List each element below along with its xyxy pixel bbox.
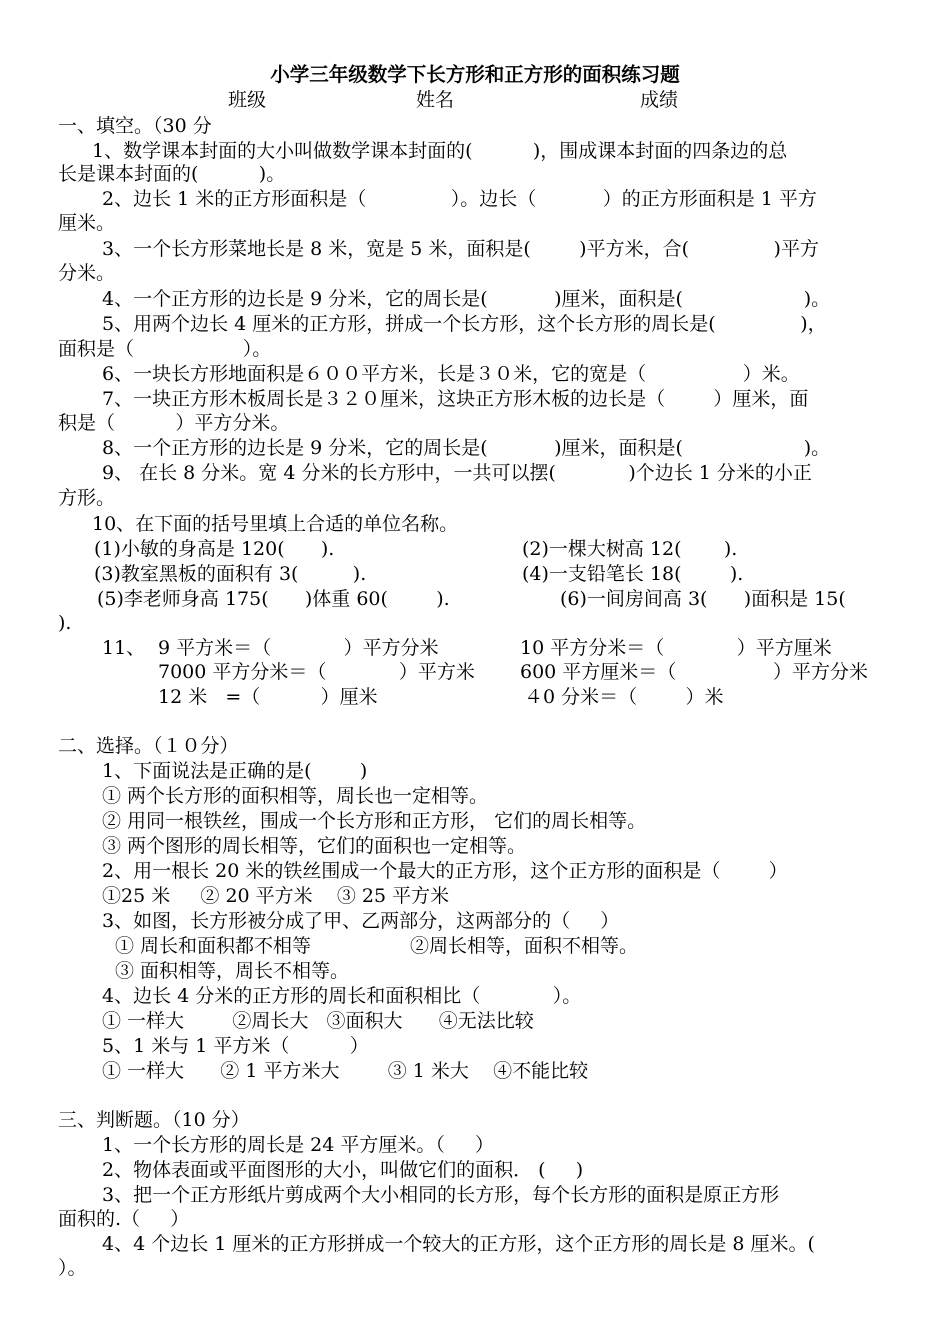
option-line: ① 一样大 ②周长大 ③面积大 ④无法比较 (102, 1010, 534, 1032)
conversion-item: 10 平方分米＝（ ）平方厘米 (520, 637, 832, 659)
question-line: 3、如图，长方形被分成了甲、乙两部分，这两部分的（ ） (102, 910, 620, 932)
question-line: 4、一个正方形的边长是 9 分米，它的周长是( )厘米，面积是( )。 (102, 288, 831, 310)
question-line: 6、一块长方形地面积是６００平方米，长是３０米，它的宽是（ ）米。 (102, 363, 800, 385)
question-line: 5、用两个边长 4 厘米的正方形，拼成一个长方形，这个长方形的周长是( )， (102, 313, 827, 335)
conversion-item: 600 平方厘米＝（ ）平方分米 (520, 661, 868, 683)
question-line: 积是（ ）平方分米。 (58, 412, 290, 434)
option-line: ② 用同一根铁丝，围成一个长方形和正方形， 它们的周长相等。 (102, 810, 647, 832)
question-line: 长是课本封面的( )。 (58, 163, 286, 185)
judgement-line: 面积的.（ ） (58, 1208, 190, 1230)
question-line: 2、用一根长 20 米的铁丝围成一个最大的正方形，这个正方形的面积是（ ） (102, 860, 788, 882)
option-line: ① 两个长方形的面积相等，周长也一定相等。 (102, 785, 489, 807)
option-line: ①25 米 ② 20 平方米 ③ 25 平方米 (102, 885, 450, 907)
unit-item: (5)李老师身高 175( )体重 60( ). (97, 588, 450, 610)
conversion-item: 7000 平方分米＝（ ）平方米 (158, 661, 475, 683)
judgement-line: 2、物体表面或平面图形的大小，叫做它们的面积． ( ) (102, 1159, 584, 1181)
option-line: ③ 两个图形的周长相等，它们的面积也一定相等。 (102, 835, 527, 857)
conversion-item: 9 平方米＝（ ）平方分米 (158, 637, 439, 659)
unit-item: (4)一支铅笔长 18( ). (522, 563, 744, 585)
question-line: 分米。 (58, 262, 116, 284)
name-field-label: 姓名 (416, 89, 455, 111)
section-3-heading: 三、判断题。（10 分） (58, 1109, 250, 1131)
question-line: 厘米。 (58, 212, 116, 234)
question-line: 10、在下面的括号里填上合适的单位名称。 (92, 513, 459, 535)
question-line: 5、1 米与 1 平方米（ ） (102, 1035, 369, 1057)
unit-item: (6)一间房间高 3( )面积是 15( (560, 588, 846, 610)
option-line: ① 周长和面积都不相等 (115, 935, 312, 957)
conversion-item: ４0 分米＝（ ）米 (524, 686, 724, 708)
section-1-heading: 一、填空。（30 分 (58, 115, 212, 137)
question-number: 11、 (102, 637, 146, 659)
question-line: 4、边长 4 分米的正方形的周长和面积相比（ ）。 (102, 985, 582, 1007)
question-line: 3、一个长方形菜地长是 8 米，宽是 5 米，面积是( )平方米，合( )平方 (102, 238, 819, 260)
question-line: 8、一个正方形的边长是 9 分米，它的周长是( )厘米，面积是( )。 (102, 437, 831, 459)
question-line: 2、边长 1 米的正方形面积是（ ）。边长（ ）的正方形面积是 1 平方 (102, 188, 817, 210)
question-line: 1、下面说法是正确的是( ) (102, 760, 368, 782)
unit-item: (3)教室黑板的面积有 3( ). (94, 563, 367, 585)
score-field-label: 成绩 (640, 89, 679, 111)
unit-item: ). (58, 612, 72, 634)
section-2-heading: 二、选择。（１０分） (58, 735, 239, 757)
question-line: 7、一块正方形木板周长是３２０厘米，这块正方形木板的边长是（ ）厘米，面 (102, 388, 809, 410)
class-field-label: 班级 (228, 89, 267, 111)
question-line: 9、 在长 8 分米。宽 4 分米的长方形中，一共可以摆( )个边长 1 分米的小正 (102, 462, 812, 484)
judgement-line: 4、4 个边长 1 厘米的正方形拼成一个较大的正方形，这个正方形的周长是 8 厘米。( (102, 1233, 815, 1255)
option-line: ②周长相等，面积不相等。 (410, 935, 639, 957)
conversion-item: 12 米 =（ ）厘米 (158, 686, 378, 708)
judgement-line: 3、把一个正方形纸片剪成两个大小相同的长方形，每个长方形的面积是原正方形 (102, 1184, 780, 1206)
worksheet-title: 小学三年级数学下长方形和正方形的面积练习题 (270, 63, 680, 86)
question-line: 面积是（ ）。 (58, 338, 272, 360)
unit-item: (2)一棵大树高 12( ). (522, 538, 738, 560)
judgement-line: ）。 (58, 1257, 87, 1279)
option-line: ③ 面积相等，周长不相等。 (115, 960, 350, 982)
judgement-line: 1、一个长方形的周长是 24 平方厘米。（ ） (102, 1134, 495, 1156)
question-line: 方形。 (58, 487, 116, 509)
option-line: ① 一样大 ② 1 平方米大 ③ 1 米大 ④不能比较 (102, 1060, 589, 1082)
question-line: 1、数学课本封面的大小叫做数学课本封面的( )，围成课本封面的四条边的总 (92, 140, 788, 162)
unit-item: (1)小敏的身高是 120( ). (94, 538, 335, 560)
